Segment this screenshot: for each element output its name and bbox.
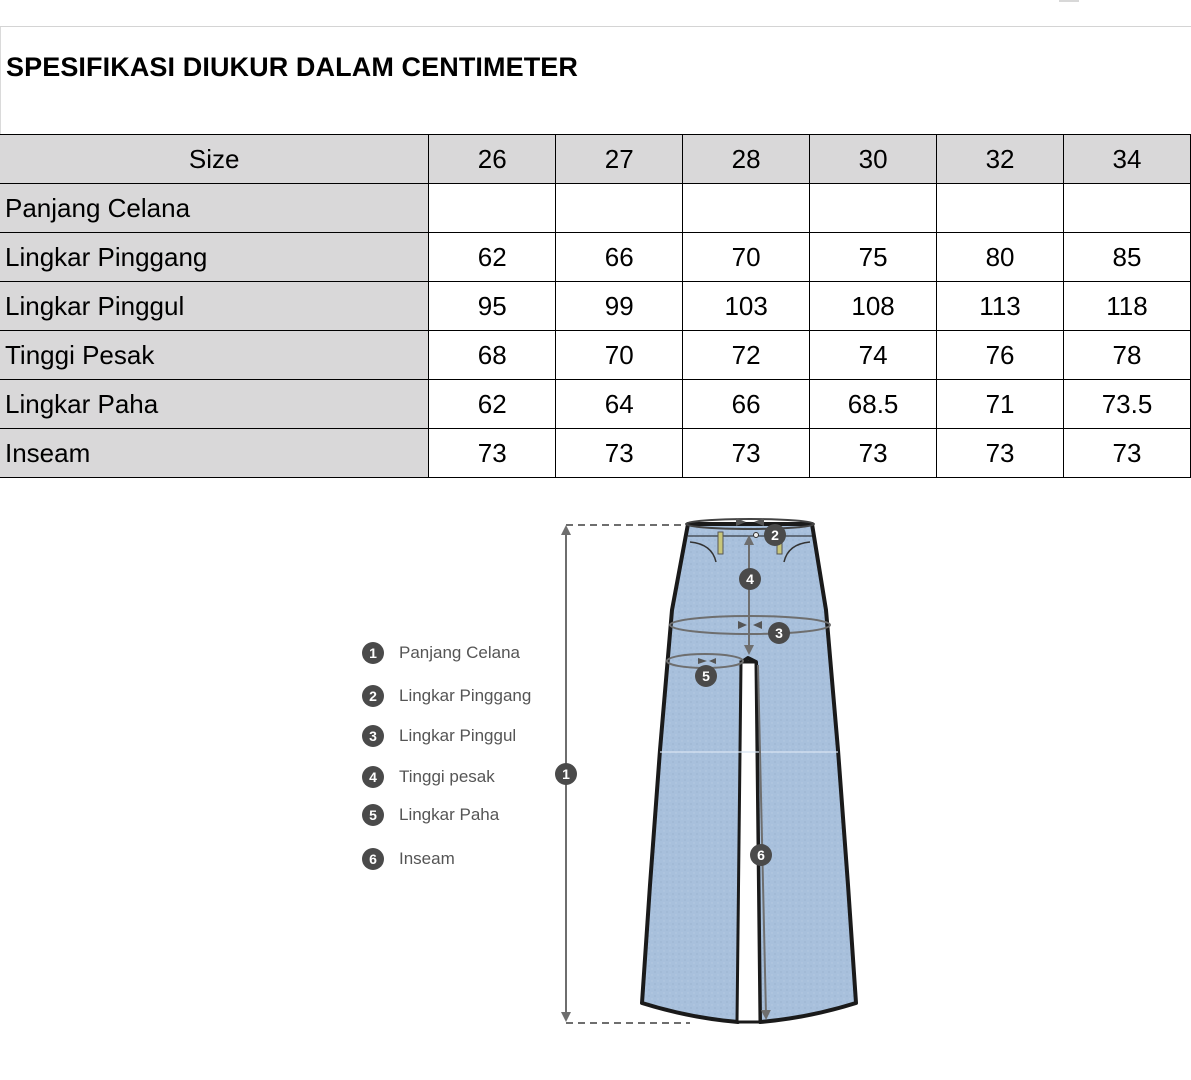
marker-6-badge: 6 bbox=[750, 844, 772, 866]
row-label: Lingkar Pinggul bbox=[0, 282, 429, 331]
table-cell: 73.5 bbox=[1064, 380, 1191, 429]
top-strip-nub bbox=[1059, 0, 1079, 2]
page-title: SPESIFIKASI DIUKUR DALAM CENTIMETER bbox=[6, 52, 579, 82]
table-cell: 80 bbox=[937, 233, 1064, 282]
legend-label: Inseam bbox=[399, 849, 455, 868]
table-cell: 66 bbox=[556, 233, 683, 282]
pants-illustration-icon bbox=[0, 490, 1191, 1080]
table-cell bbox=[429, 184, 556, 233]
table-cell: 66 bbox=[683, 380, 810, 429]
table-cell: 95 bbox=[429, 282, 556, 331]
legend-item-inseam bbox=[362, 848, 455, 870]
table-cell: 68 bbox=[429, 331, 556, 380]
table-cell bbox=[810, 184, 937, 233]
marker-2-badge: 2 bbox=[764, 524, 786, 546]
table-row-tinggi-pesak bbox=[0, 331, 1191, 380]
legend-item-lingkar-pinggul bbox=[362, 725, 516, 747]
legend-label: Lingkar Pinggul bbox=[399, 726, 517, 745]
table-row-panjang-celana bbox=[0, 184, 1191, 233]
marker-4-badge: 4 bbox=[739, 568, 761, 590]
table-cell: 68.5 bbox=[810, 380, 937, 429]
table-cell bbox=[1064, 184, 1191, 233]
legend-item-tinggi-pesak bbox=[362, 766, 495, 788]
column-header-34: 34 bbox=[1064, 135, 1191, 184]
row-label: Inseam bbox=[0, 429, 429, 478]
table-cell bbox=[937, 184, 1064, 233]
table-cell bbox=[556, 184, 683, 233]
table-cell: 73 bbox=[1064, 429, 1191, 478]
table-cell: 71 bbox=[937, 380, 1064, 429]
table-cell: 64 bbox=[556, 380, 683, 429]
table-cell: 113 bbox=[937, 282, 1064, 331]
marker-3-badge: 3 bbox=[768, 622, 790, 644]
table-cell: 103 bbox=[683, 282, 810, 331]
table-cell: 108 bbox=[810, 282, 937, 331]
number-4-icon: 4 bbox=[362, 766, 384, 788]
table-cell: 72 bbox=[683, 331, 810, 380]
number-5-icon: 5 bbox=[362, 804, 384, 826]
row-label: Lingkar Paha bbox=[0, 380, 429, 429]
table-row-lingkar-pinggang bbox=[0, 233, 1191, 282]
column-header-27: 27 bbox=[556, 135, 683, 184]
marker-1-badge: 1 bbox=[555, 763, 577, 785]
table-cell: 78 bbox=[1064, 331, 1191, 380]
number-2-icon: 2 bbox=[362, 685, 384, 707]
row-label: Lingkar Pinggang bbox=[0, 233, 429, 282]
legend-label: Lingkar Pinggang bbox=[399, 686, 532, 705]
top-strip bbox=[0, 0, 1191, 27]
table-cell: 73 bbox=[429, 429, 556, 478]
table-cell: 70 bbox=[556, 331, 683, 380]
column-header-30: 30 bbox=[810, 135, 937, 184]
table-row-lingkar-pinggul bbox=[0, 282, 1191, 331]
table-header-row bbox=[0, 135, 1191, 184]
table-cell: 75 bbox=[810, 233, 937, 282]
table-cell: 62 bbox=[429, 233, 556, 282]
number-3-icon: 3 bbox=[362, 725, 384, 747]
table-cell: 74 bbox=[810, 331, 937, 380]
table-cell: 99 bbox=[556, 282, 683, 331]
table-cell: 70 bbox=[683, 233, 810, 282]
table-cell: 118 bbox=[1064, 282, 1191, 331]
measurement-diagram bbox=[0, 490, 1191, 1080]
table-cell bbox=[683, 184, 810, 233]
table-cell: 62 bbox=[429, 380, 556, 429]
column-header-size: Size bbox=[0, 135, 429, 184]
table-row-lingkar-paha bbox=[0, 380, 1191, 429]
legend-label: Lingkar Paha bbox=[399, 805, 500, 824]
size-chart-table bbox=[0, 134, 1191, 478]
table-row-inseam bbox=[0, 429, 1191, 478]
number-1-icon: 1 bbox=[362, 642, 384, 664]
title-box bbox=[0, 27, 1190, 134]
number-6-icon: 6 bbox=[362, 848, 384, 870]
column-header-28: 28 bbox=[683, 135, 810, 184]
legend-item-lingkar-paha bbox=[362, 804, 499, 826]
row-label: Tinggi Pesak bbox=[0, 331, 429, 380]
table-cell: 73 bbox=[556, 429, 683, 478]
legend-label: Tinggi pesak bbox=[399, 767, 495, 786]
column-header-26: 26 bbox=[429, 135, 556, 184]
table-cell: 73 bbox=[810, 429, 937, 478]
table-cell: 73 bbox=[683, 429, 810, 478]
legend-item-lingkar-pinggang bbox=[362, 685, 531, 707]
column-header-32: 32 bbox=[937, 135, 1064, 184]
row-label: Panjang Celana bbox=[0, 184, 429, 233]
legend-item-panjang-celana bbox=[362, 642, 520, 664]
table-cell: 73 bbox=[937, 429, 1064, 478]
legend-label: Panjang Celana bbox=[399, 643, 520, 662]
table-cell: 85 bbox=[1064, 233, 1191, 282]
marker-5-badge: 5 bbox=[695, 665, 717, 687]
table-cell: 76 bbox=[937, 331, 1064, 380]
